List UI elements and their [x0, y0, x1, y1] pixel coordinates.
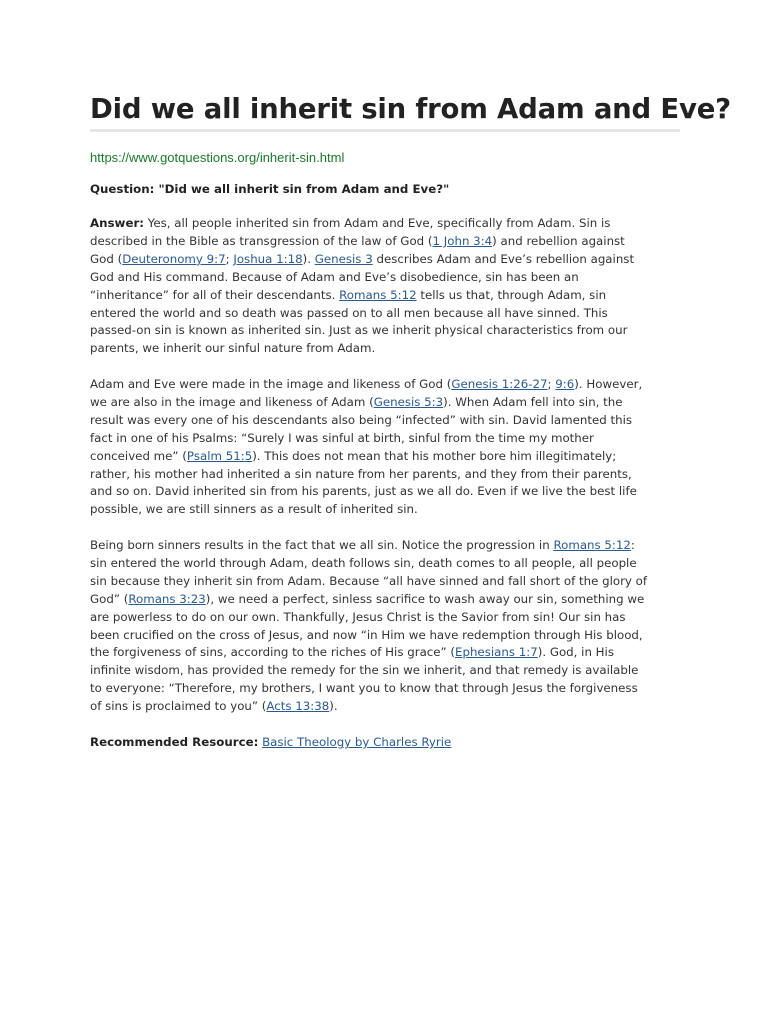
text-line: rather, his mother had inherited a sin nature from her parents, and they from their parents,	[90, 466, 632, 481]
text-span: ). God, in His	[537, 645, 614, 660]
text-span: describes Adam and Eve’s rebellion against	[372, 251, 635, 266]
answer-paragraph-2	[90, 376, 680, 519]
text-span: ), we need a perfect, sinless sacrifice to wash away our sin, something we	[205, 591, 645, 606]
text-line: are powerless to do on our own. Thankfully, Jesus Christ is the Savior from sin! Our sin has	[90, 609, 626, 624]
text-line: God and His command. Because of Adam and Eve’s disobedience, sin has been an	[90, 269, 579, 284]
text-span: tells us that, through Adam, sin	[416, 287, 607, 302]
source-url: https://www.gotquestions.org/inherit-sin.html	[90, 150, 345, 165]
text-line: fact in one of his Psalms: “Surely I was sinful at birth, sinful from the time my mother	[90, 430, 594, 445]
resource-label: Recommended Resource:	[90, 735, 259, 749]
link-romans-5-12[interactable]: Romans 5:12	[339, 287, 417, 302]
text-span: ;	[225, 251, 234, 266]
link-genesis-1-26-27[interactable]: Genesis 1:26-27	[451, 377, 548, 391]
text-span: ). However,	[574, 377, 643, 391]
text-span: God (	[90, 251, 123, 266]
text-span: ) and rebellion against	[492, 233, 625, 248]
text-line: to everyone: “Therefore, my brothers, I want you to know that through Jesus the forgiveness	[90, 681, 638, 696]
text-span: “inheritance” for all of their descendants.	[90, 287, 340, 302]
text-span: Being born sinners results in the fact that we all sin. Notice the progression in	[90, 538, 554, 552]
text-line: sin entered the world through Adam, death follows sin, death comes to all people, all people	[90, 555, 637, 570]
text-line	[90, 251, 680, 269]
text-span: described in the Bible as transgression of the law of God (	[90, 233, 433, 248]
answer-paragraph-3	[90, 537, 680, 716]
text-line: passed-on sin is known as inherited sin. Just as we inherit physical characteristics from our	[90, 323, 628, 338]
text-line: parents, we inherit our sinful nature from Adam.	[90, 341, 376, 356]
text-span: ;	[547, 377, 556, 391]
page-title: Did we all inherit sin from Adam and Eve?	[90, 93, 731, 125]
text-span: ). This does not mean that his mother bore him illegitimately;	[252, 448, 617, 463]
text-line: and so on. David inherited sin from his parents, just as we all do. Even if we live the best life	[90, 484, 637, 499]
text-line	[90, 287, 680, 305]
link-genesis-3[interactable]: Genesis 3	[314, 251, 373, 266]
text-line	[90, 734, 680, 752]
link-joshua-1-18[interactable]: Joshua 1:18	[233, 251, 303, 266]
link-deuteronomy-9-7[interactable]: Deuteronomy 9:7	[122, 251, 226, 266]
text-line	[90, 394, 680, 412]
link-romans-5-12-second[interactable]: Romans 5:12	[553, 538, 631, 552]
answer-paragraph-1	[90, 215, 680, 358]
text-line: infinite wisdom, has provided the remedy for the sin we inherit, and that remedy is available	[90, 663, 639, 678]
text-line	[90, 233, 680, 251]
text-line	[90, 698, 680, 716]
text-span: ).	[329, 699, 338, 714]
text-line: entered the world and so death was passed on to all men because all have sinned. This	[90, 305, 608, 320]
text-line	[90, 644, 680, 662]
text-line	[90, 376, 680, 394]
text-span: God” (	[90, 591, 129, 606]
text-span: of sins is proclaimed to you” (	[90, 699, 267, 714]
text-span: ). When Adam fell into sin, the	[443, 394, 623, 409]
text-line: been crucified on the cross of Jesus, and now “in Him we have redemption through His blood,	[90, 627, 643, 642]
question-heading: Question: "Did we all inherit sin from Adam and Eve?"	[90, 182, 450, 196]
text-line: sin because they inherit sin from Adam. Because “all have sinned and fall short of the glory of	[90, 573, 648, 588]
text-line	[90, 591, 680, 609]
link-1-john-3-4[interactable]: 1 John 3:4	[432, 233, 493, 248]
link-romans-3-23[interactable]: Romans 3:23	[128, 591, 206, 606]
title-divider	[90, 129, 680, 132]
text-line	[90, 448, 680, 466]
text-span: conceived me” (	[90, 448, 187, 463]
text-line: result was every one of his descendants also being “infected” with sin. David lamented this	[90, 412, 632, 427]
text-span: Adam and Eve were made in the image and likeness of God (	[90, 377, 452, 391]
text-span: the forgiveness of sins, according to the riches of His grace” (	[90, 645, 456, 660]
text-line	[90, 215, 680, 233]
recommended-resource	[90, 734, 680, 752]
link-psalm-51-5[interactable]: Psalm 51:5	[186, 448, 253, 463]
link-basic-theology[interactable]: Basic Theology by Charles Ryrie	[262, 735, 452, 749]
text-span: ).	[302, 251, 315, 266]
answer-label: Answer:	[90, 216, 144, 230]
link-ephesians-1-7[interactable]: Ephesians 1:7	[455, 645, 538, 660]
text-line	[90, 537, 680, 555]
text-span: Yes, all people inherited sin from Adam and Eve, specifically from Adam. Sin is	[144, 216, 611, 230]
link-acts-13-38[interactable]: Acts 13:38	[266, 699, 330, 714]
text-span: :	[630, 538, 635, 552]
link-genesis-5-3[interactable]: Genesis 5:3	[373, 394, 444, 409]
text-line: possible, we are still sinners as a result of inherited sin.	[90, 502, 418, 517]
text-span: we are also in the image and likeness of Adam (	[90, 394, 374, 409]
link-genesis-9-6[interactable]: 9:6	[555, 377, 575, 391]
